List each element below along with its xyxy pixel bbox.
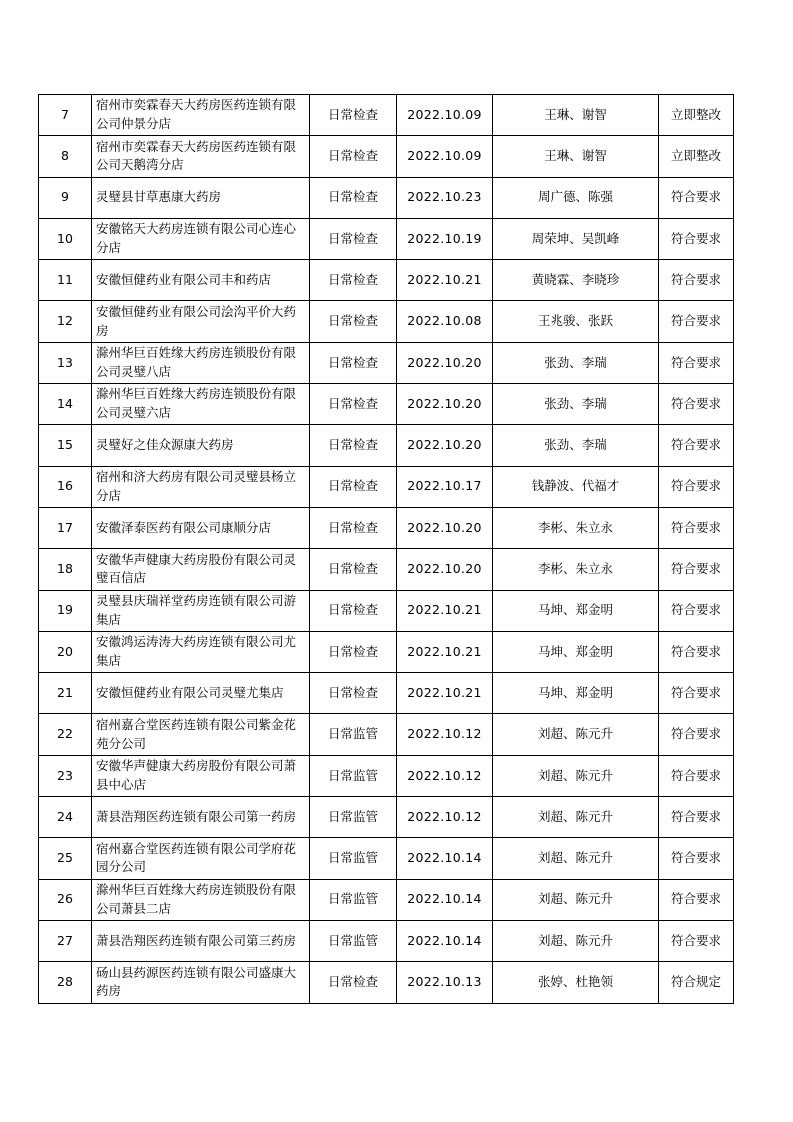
- table-row: [39, 714, 734, 755]
- inspection-result-cell: 符合要求: [659, 838, 734, 879]
- inspection-date-cell: 2022.10.20: [397, 342, 493, 383]
- row-number-cell: 10: [39, 218, 92, 259]
- inspection-result-cell: 符合规定: [659, 962, 734, 1003]
- inspection-result-cell: 符合要求: [659, 260, 734, 301]
- pharmacy-name-cell: 萧县浩翔医药连锁有限公司第一药房: [92, 797, 310, 838]
- inspectors-cell: 王兆骏、张跃: [493, 301, 659, 342]
- inspection-type-cell: 日常检查: [310, 342, 397, 383]
- inspectors-cell: 马坤、郑金明: [493, 590, 659, 631]
- inspectors-cell: 张劲、李瑞: [493, 425, 659, 466]
- pharmacy-name-cell: 安徽华声健康大药房股份有限公司灵璧百信店: [92, 549, 310, 590]
- inspection-date-cell: 2022.10.08: [397, 301, 493, 342]
- inspection-result-cell: 立即整改: [659, 95, 734, 136]
- table-row: [39, 549, 734, 590]
- pharmacy-name-cell: 砀山县药源医药连锁有限公司盛康大药房: [92, 962, 310, 1003]
- inspectors-cell: 周广德、陈强: [493, 177, 659, 218]
- table-row: [39, 136, 734, 177]
- inspection-result-cell: 符合要求: [659, 549, 734, 590]
- inspection-date-cell: 2022.10.20: [397, 507, 493, 548]
- pharmacy-name-cell: 安徽铭天大药房连锁有限公司心连心分店: [92, 218, 310, 259]
- inspection-result-cell: 符合要求: [659, 177, 734, 218]
- inspectors-cell: 黄晓霖、李晓珍: [493, 260, 659, 301]
- inspectors-cell: 王琳、谢智: [493, 95, 659, 136]
- table-row: [39, 507, 734, 548]
- inspection-type-cell: 日常监管: [310, 797, 397, 838]
- inspectors-cell: 张劲、李瑞: [493, 342, 659, 383]
- inspection-type-cell: 日常检查: [310, 260, 397, 301]
- inspectors-cell: 刘超、陈元升: [493, 879, 659, 920]
- inspection-result-cell: 符合要求: [659, 755, 734, 796]
- inspectors-cell: 马坤、郑金明: [493, 673, 659, 714]
- inspection-date-cell: 2022.10.21: [397, 260, 493, 301]
- table-row: [39, 301, 734, 342]
- row-number-cell: 18: [39, 549, 92, 590]
- inspection-result-cell: 符合要求: [659, 797, 734, 838]
- row-number-cell: 20: [39, 631, 92, 672]
- row-number-cell: 16: [39, 466, 92, 507]
- table-row: [39, 384, 734, 425]
- inspection-result-cell: 符合要求: [659, 342, 734, 383]
- pharmacy-name-cell: 宿州市奕霖春天大药房医药连锁有限公司天鹅湾分店: [92, 136, 310, 177]
- inspection-type-cell: 日常监管: [310, 920, 397, 961]
- pharmacy-name-cell: 安徽鸿运涛涛大药房连锁有限公司尤集店: [92, 631, 310, 672]
- inspection-date-cell: 2022.10.14: [397, 920, 493, 961]
- inspection-type-cell: 日常检查: [310, 136, 397, 177]
- inspectors-cell: 周荣坤、吴凯峰: [493, 218, 659, 259]
- inspection-date-cell: 2022.10.13: [397, 962, 493, 1003]
- pharmacy-name-cell: 滁州华巨百姓缘大药房连锁股份有限公司萧县二店: [92, 879, 310, 920]
- inspection-date-cell: 2022.10.23: [397, 177, 493, 218]
- inspection-table: [38, 94, 734, 1004]
- row-number-cell: 25: [39, 838, 92, 879]
- table-row: [39, 425, 734, 466]
- row-number-cell: 27: [39, 920, 92, 961]
- pharmacy-name-cell: 安徽恒健药业有限公司丰和药店: [92, 260, 310, 301]
- row-number-cell: 7: [39, 95, 92, 136]
- inspection-type-cell: 日常检查: [310, 962, 397, 1003]
- inspection-result-cell: 符合要求: [659, 714, 734, 755]
- inspection-date-cell: 2022.10.20: [397, 425, 493, 466]
- row-number-cell: 28: [39, 962, 92, 1003]
- inspection-result-cell: 符合要求: [659, 466, 734, 507]
- pharmacy-name-cell: 安徽泽泰医药有限公司康顺分店: [92, 507, 310, 548]
- inspectors-cell: 张劲、李瑞: [493, 384, 659, 425]
- inspection-type-cell: 日常监管: [310, 755, 397, 796]
- inspection-result-cell: 符合要求: [659, 425, 734, 466]
- row-number-cell: 11: [39, 260, 92, 301]
- inspectors-cell: 王琳、谢智: [493, 136, 659, 177]
- inspection-type-cell: 日常检查: [310, 301, 397, 342]
- table-row: [39, 673, 734, 714]
- inspection-date-cell: 2022.10.09: [397, 136, 493, 177]
- inspection-type-cell: 日常检查: [310, 631, 397, 672]
- table-row: [39, 797, 734, 838]
- pharmacy-name-cell: 安徽华声健康大药房股份有限公司萧县中心店: [92, 755, 310, 796]
- inspection-result-cell: 符合要求: [659, 507, 734, 548]
- table-row: [39, 342, 734, 383]
- inspection-type-cell: 日常监管: [310, 838, 397, 879]
- pharmacy-name-cell: 宿州和济大药房有限公司灵璧县杨立分店: [92, 466, 310, 507]
- inspection-date-cell: 2022.10.12: [397, 755, 493, 796]
- table-row: [39, 466, 734, 507]
- row-number-cell: 24: [39, 797, 92, 838]
- row-number-cell: 26: [39, 879, 92, 920]
- table-row: [39, 755, 734, 796]
- row-number-cell: 23: [39, 755, 92, 796]
- pharmacy-name-cell: 宿州嘉合堂医药连锁有限公司紫金花苑分公司: [92, 714, 310, 755]
- inspectors-cell: 张婷、杜艳领: [493, 962, 659, 1003]
- inspection-type-cell: 日常检查: [310, 673, 397, 714]
- inspection-type-cell: 日常检查: [310, 590, 397, 631]
- pharmacy-name-cell: 宿州市奕霖春天大药房医药连锁有限公司仲景分店: [92, 95, 310, 136]
- inspection-result-cell: 符合要求: [659, 590, 734, 631]
- inspectors-cell: 刘超、陈元升: [493, 797, 659, 838]
- row-number-cell: 8: [39, 136, 92, 177]
- inspectors-cell: 李彬、朱立永: [493, 507, 659, 548]
- inspection-date-cell: 2022.10.21: [397, 631, 493, 672]
- inspection-type-cell: 日常检查: [310, 425, 397, 466]
- pharmacy-name-cell: 灵璧县甘草惠康大药房: [92, 177, 310, 218]
- inspection-date-cell: 2022.10.14: [397, 879, 493, 920]
- table-row: [39, 590, 734, 631]
- table-row: [39, 177, 734, 218]
- inspectors-cell: 刘超、陈元升: [493, 838, 659, 879]
- row-number-cell: 9: [39, 177, 92, 218]
- inspection-type-cell: 日常检查: [310, 218, 397, 259]
- row-number-cell: 12: [39, 301, 92, 342]
- inspectors-cell: 刘超、陈元升: [493, 755, 659, 796]
- pharmacy-name-cell: 萧县浩翔医药连锁有限公司第三药房: [92, 920, 310, 961]
- pharmacy-name-cell: 灵璧县庆瑞祥堂药房连锁有限公司游集店: [92, 590, 310, 631]
- inspection-result-cell: 符合要求: [659, 631, 734, 672]
- inspectors-cell: 钱静波、代福才: [493, 466, 659, 507]
- table-row: [39, 95, 734, 136]
- row-number-cell: 22: [39, 714, 92, 755]
- row-number-cell: 13: [39, 342, 92, 383]
- inspection-type-cell: 日常检查: [310, 549, 397, 590]
- pharmacy-name-cell: 滁州华巨百姓缘大药房连锁股份有限公司灵璧六店: [92, 384, 310, 425]
- pharmacy-name-cell: 滁州华巨百姓缘大药房连锁股份有限公司灵璧八店: [92, 342, 310, 383]
- inspection-type-cell: 日常检查: [310, 466, 397, 507]
- pharmacy-name-cell: 安徽恒健药业有限公司浍沟平价大药房: [92, 301, 310, 342]
- inspection-type-cell: 日常检查: [310, 95, 397, 136]
- inspection-date-cell: 2022.10.09: [397, 95, 493, 136]
- inspection-date-cell: 2022.10.17: [397, 466, 493, 507]
- inspection-date-cell: 2022.10.19: [397, 218, 493, 259]
- pharmacy-name-cell: 宿州嘉合堂医药连锁有限公司学府花园分公司: [92, 838, 310, 879]
- row-number-cell: 19: [39, 590, 92, 631]
- inspection-type-cell: 日常监管: [310, 714, 397, 755]
- table-row: [39, 838, 734, 879]
- inspection-result-cell: 符合要求: [659, 920, 734, 961]
- table-row: [39, 962, 734, 1003]
- inspection-date-cell: 2022.10.12: [397, 797, 493, 838]
- pharmacy-name-cell: 安徽恒健药业有限公司灵璧尤集店: [92, 673, 310, 714]
- inspection-result-cell: 符合要求: [659, 673, 734, 714]
- inspection-result-cell: 立即整改: [659, 136, 734, 177]
- inspectors-cell: 刘超、陈元升: [493, 920, 659, 961]
- table-row: [39, 920, 734, 961]
- table-row: [39, 879, 734, 920]
- inspection-type-cell: 日常监管: [310, 879, 397, 920]
- inspection-type-cell: 日常检查: [310, 507, 397, 548]
- inspection-result-cell: 符合要求: [659, 218, 734, 259]
- row-number-cell: 21: [39, 673, 92, 714]
- table-row: [39, 260, 734, 301]
- pharmacy-name-cell: 灵璧好之佳众源康大药房: [92, 425, 310, 466]
- table-row: [39, 218, 734, 259]
- inspection-date-cell: 2022.10.20: [397, 549, 493, 590]
- inspection-date-cell: 2022.10.21: [397, 673, 493, 714]
- inspection-result-cell: 符合要求: [659, 879, 734, 920]
- row-number-cell: 14: [39, 384, 92, 425]
- inspection-result-cell: 符合要求: [659, 384, 734, 425]
- inspection-date-cell: 2022.10.14: [397, 838, 493, 879]
- inspection-type-cell: 日常检查: [310, 177, 397, 218]
- table-row: [39, 631, 734, 672]
- row-number-cell: 17: [39, 507, 92, 548]
- inspectors-cell: 刘超、陈元升: [493, 714, 659, 755]
- inspection-table-body: [39, 95, 734, 1004]
- inspection-type-cell: 日常检查: [310, 384, 397, 425]
- inspection-date-cell: 2022.10.12: [397, 714, 493, 755]
- inspection-date-cell: 2022.10.21: [397, 590, 493, 631]
- inspection-result-cell: 符合要求: [659, 301, 734, 342]
- row-number-cell: 15: [39, 425, 92, 466]
- inspection-date-cell: 2022.10.20: [397, 384, 493, 425]
- inspectors-cell: 李彬、朱立永: [493, 549, 659, 590]
- inspectors-cell: 马坤、郑金明: [493, 631, 659, 672]
